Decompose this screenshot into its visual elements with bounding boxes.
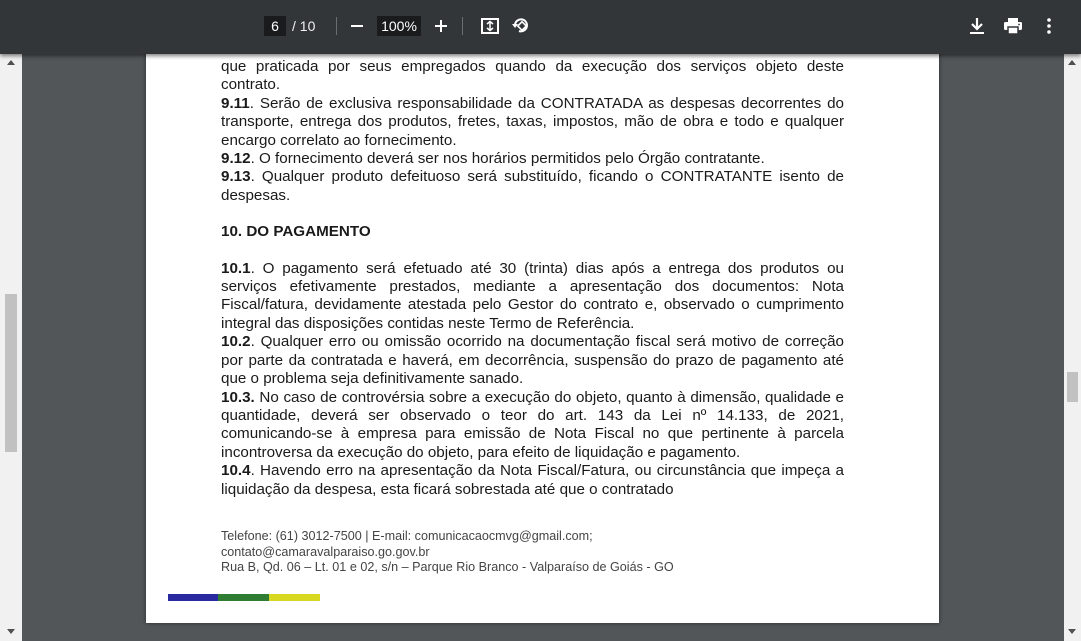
page-footer xyxy=(221,529,674,576)
divider xyxy=(462,17,463,35)
zoom-in-icon xyxy=(434,19,448,33)
download-icon xyxy=(969,17,985,35)
clause-number: 10.4 xyxy=(221,462,251,480)
clause-text: . O pagamento será efetuado até 30 (trinta) dias após a entrega dos produtos ou serviços efetivamente prestados, mediante a apresentação dos documentos: Nota Fiscal/fatura, devidamente atestada pelo Gestor do contrato e, observado o cumprimento integral das disposições contidas neste Termo de Referência. xyxy=(221,259,844,332)
footer-contact: Telefone: (61) 3012-7500 | E-mail: comunicacaocmvg@gmail.com; xyxy=(221,529,593,543)
fit-page-button[interactable] xyxy=(478,14,502,38)
zoom-level-input[interactable]: 100% xyxy=(377,16,421,36)
divider xyxy=(336,17,337,35)
clause-number: 10.3. xyxy=(221,388,255,406)
clause-number: 9.13 xyxy=(221,168,251,186)
footer-address: Rua B, Qd. 06 – Lt. 01 e 02, s/n – Parque Rio Branco - Valparaíso de Goiás - GO xyxy=(221,560,674,575)
print-icon xyxy=(1004,18,1022,34)
more-options-button[interactable] xyxy=(1037,14,1061,38)
page-content xyxy=(221,58,844,499)
clause-number: 10.2 xyxy=(221,333,251,351)
download-button[interactable] xyxy=(965,14,989,38)
clause-text: . O fornecimento deverá ser nos horários permitidos pelo Órgão contratante. xyxy=(250,150,765,168)
clause-number: 9.12 xyxy=(221,150,251,168)
more-vert-icon xyxy=(1047,18,1051,34)
pdf-toolbar xyxy=(0,0,1081,54)
rotate-button[interactable] xyxy=(509,14,533,38)
section-heading: 10. DO PAGAMENTO xyxy=(221,223,371,241)
clause-text: . Havendo erro na apresentação da Nota Fiscal/Fatura, ou circunstância que impeça a liquidação da despesa, esta ficará sobrestada até que o contratado xyxy=(221,462,844,498)
fit-page-icon xyxy=(481,18,499,34)
scroll-down-arrow-icon[interactable] xyxy=(7,629,15,634)
rotate-icon xyxy=(511,16,531,36)
clause-10-3 xyxy=(221,389,844,463)
scroll-up-arrow-icon[interactable] xyxy=(1068,60,1076,65)
scroll-down-arrow-icon[interactable] xyxy=(1068,629,1076,634)
scrollbar-thumb[interactable] xyxy=(1067,372,1078,402)
paragraph-continuation: que praticada por seus empregados quando da execução dos serviços objeto deste contrato. xyxy=(221,58,844,94)
clause-text: . Qualquer produto defeituoso será substituído, ficando o CONTRATANTE isento de despesas. xyxy=(221,168,844,204)
scrollbar-thumb[interactable] xyxy=(5,294,17,452)
clause-number: 10.1 xyxy=(221,259,251,277)
page-number-input[interactable]: 6 xyxy=(264,16,286,36)
zoom-out-button[interactable] xyxy=(345,14,369,38)
clause-text: No caso de controvérsia sobre a execução do objeto, quanto à dimensão, qualidade e quantidade, deverá ser observado o teor do art. 143 da Lei nº 14.133, de 2021, comunicando-se à empresa para emissão de Nota Fiscal no que pertinente à parcela incontroversa da execução do objeto, para efeito de liquidação e pagamento. xyxy=(221,388,844,461)
clause-9-12 xyxy=(221,150,844,168)
clause-number: 9.11 xyxy=(221,94,250,112)
zoom-in-button[interactable] xyxy=(429,14,453,38)
stripe-yellow xyxy=(269,594,320,601)
stripe-green xyxy=(218,594,269,601)
clause-10-1 xyxy=(221,260,844,334)
right-scrollbar[interactable] xyxy=(1064,54,1081,641)
clause-10-4 xyxy=(221,462,844,499)
footer-email: contato@camaravalparaiso.go.gov.br xyxy=(221,544,430,559)
stripe-blue xyxy=(168,594,218,601)
clause-text: . Serão de exclusiva responsabilidade da CONTRATADA as despesas decorrentes do transporte, entrega dos produtos, fretes, taxas, impostos, mão de obra e todo e qualquer encargo correlato ao fornecimento. xyxy=(221,94,844,149)
zoom-out-icon xyxy=(350,19,364,33)
scroll-up-arrow-icon[interactable] xyxy=(7,60,15,65)
clause-9-13 xyxy=(221,168,844,205)
left-scrollbar[interactable] xyxy=(0,54,22,641)
pdf-page xyxy=(146,40,939,623)
clause-9-11 xyxy=(221,95,844,150)
page-total: / 10 xyxy=(292,18,316,34)
print-button[interactable] xyxy=(1001,14,1025,38)
clause-10-2 xyxy=(221,333,844,388)
clause-text: . Qualquer erro ou omissão ocorrido na documentação fiscal será motivo de correção por parte da contratada e haverá, em decorrência, suspensão do prazo de pagamento até que o problema seja definitivamente sanado. xyxy=(221,333,844,388)
